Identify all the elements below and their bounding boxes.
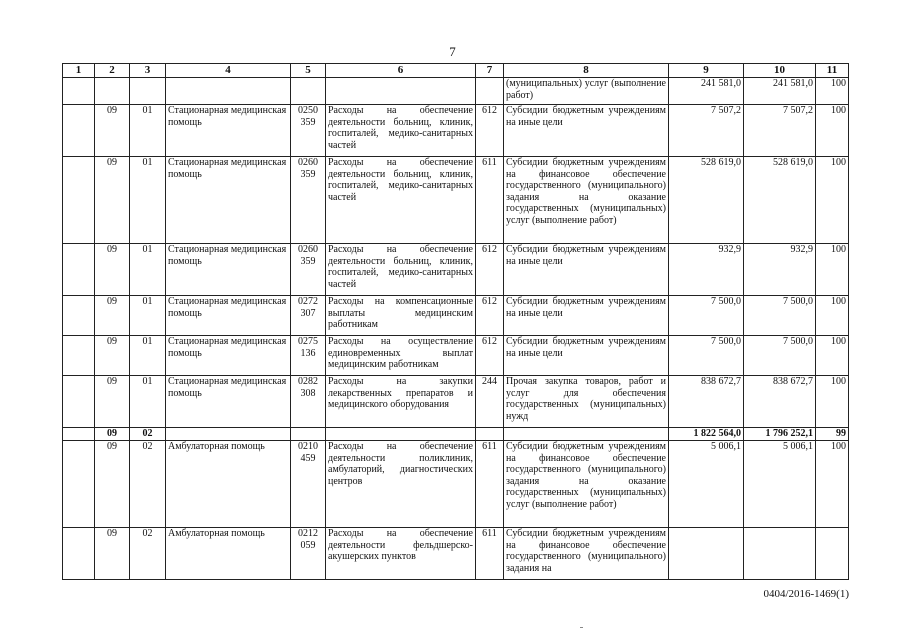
table-cell-c8: Субсидии бюджетным учреждениям на иные цели: [504, 336, 669, 376]
table-cell-c7: [476, 428, 504, 441]
table-cell-c2: 09: [95, 244, 130, 296]
table-cell-c2: 09: [95, 376, 130, 428]
table-cell-c10: 7 507,2: [744, 105, 816, 157]
table-cell-c9: 7 500,0: [669, 336, 744, 376]
table-cell-c9: 7 500,0: [669, 296, 744, 336]
column-header: 1: [63, 64, 95, 78]
table-cell-c1: [63, 78, 95, 105]
table-cell-c1: [63, 441, 95, 528]
table-cell-c5: [291, 78, 326, 105]
table-cell-c11: 100: [816, 376, 849, 428]
table-cell-c11: 100: [816, 336, 849, 376]
table-cell-c5: 0212 059: [291, 528, 326, 580]
table-cell-c6: [326, 428, 476, 441]
column-header: 10: [744, 64, 816, 78]
table-row: [63, 376, 849, 428]
table-cell-c10: [744, 528, 816, 580]
table-cell-c1: [63, 244, 95, 296]
table-cell-c5: 0250 359: [291, 105, 326, 157]
table-cell-c4: Стационарная медицинская помощь: [166, 296, 291, 336]
table-cell-c8: Прочая закупка товаров, работ и услуг для обеспечения государственных (муниципальных) нужд: [504, 376, 669, 428]
table-cell-c3: 02: [130, 528, 166, 580]
table-row: [63, 428, 849, 441]
table-cell-c1: [63, 376, 95, 428]
column-header: 9: [669, 64, 744, 78]
table-row: [63, 244, 849, 296]
table-cell-c3: 01: [130, 157, 166, 244]
table-cell-c10: 241 581,0: [744, 78, 816, 105]
table-cell-c5: 0275 136: [291, 336, 326, 376]
table-row: [63, 78, 849, 105]
table-cell-c7: 611: [476, 441, 504, 528]
table-cell-c3: 02: [130, 441, 166, 528]
table-cell-c3: 01: [130, 376, 166, 428]
table-cell-c8: Субсидии бюджетным учреждениям на иные цели: [504, 105, 669, 157]
table-cell-c2: 09: [95, 296, 130, 336]
table-cell-c11: [816, 528, 849, 580]
table-cell-c9: 1 822 564,0: [669, 428, 744, 441]
scan-mark: [580, 627, 583, 628]
table-cell-c4: Амбулаторная помощь: [166, 528, 291, 580]
table-cell-c5: [291, 428, 326, 441]
table-cell-c2: 09: [95, 528, 130, 580]
table-cell-c1: [63, 428, 95, 441]
table-cell-c8: Субсидии бюджетным учреждениям на финансовое обеспечение государственного (муниципального) задания на оказание государственных (муниципальных) услуг (выполнение работ): [504, 157, 669, 244]
table-cell-c4: Стационарная медицинская помощь: [166, 336, 291, 376]
column-header: 3: [130, 64, 166, 78]
budget-table: [62, 63, 849, 580]
column-header: 11: [816, 64, 849, 78]
table-cell-c6: Расходы на обеспечение деятельности больниц, клиник, госпиталей, медико-санитарных частей: [326, 105, 476, 157]
table-row: [63, 441, 849, 528]
table-cell-c8: Субсидии бюджетным учреждениям на иные цели: [504, 244, 669, 296]
table-cell-c8: Субсидии бюджетным учреждениям на иные цели: [504, 296, 669, 336]
table-cell-c3: 02: [130, 428, 166, 441]
table-cell-c9: 932,9: [669, 244, 744, 296]
table-cell-c4: [166, 428, 291, 441]
table-cell-c10: 932,9: [744, 244, 816, 296]
table-cell-c11: 100: [816, 78, 849, 105]
table-cell-c5: 0260 359: [291, 157, 326, 244]
table-cell-c11: 100: [816, 441, 849, 528]
table-cell-c3: [130, 78, 166, 105]
table-cell-c6: Расходы на осуществление единовременных выплат медицинским работникам: [326, 336, 476, 376]
table-row: [63, 157, 849, 244]
table-cell-c1: [63, 336, 95, 376]
table-cell-c7: 611: [476, 528, 504, 580]
table-cell-c1: [63, 105, 95, 157]
table-cell-c6: Расходы на закупки лекарственных препаратов и медицинского оборудования: [326, 376, 476, 428]
table-cell-c3: 01: [130, 296, 166, 336]
table-row: [63, 528, 849, 580]
table-cell-c4: Стационарная медицинская помощь: [166, 157, 291, 244]
table-cell-c4: Амбулаторная помощь: [166, 441, 291, 528]
table-cell-c2: 09: [95, 157, 130, 244]
table-cell-c7: 612: [476, 336, 504, 376]
table-cell-c6: Расходы на обеспечение деятельности больниц, клиник, госпиталей, медико-санитарных частей: [326, 157, 476, 244]
table-cell-c3: 01: [130, 336, 166, 376]
table-cell-c7: 611: [476, 157, 504, 244]
column-header: 5: [291, 64, 326, 78]
table-cell-c7: 612: [476, 244, 504, 296]
table-row: [63, 296, 849, 336]
table-cell-c1: [63, 157, 95, 244]
table-cell-c5: 0272 307: [291, 296, 326, 336]
table-cell-c6: [326, 78, 476, 105]
table-cell-c6: Расходы на обеспечение деятельности фельдшерско-акушерских пунктов: [326, 528, 476, 580]
table-cell-c5: 0260 359: [291, 244, 326, 296]
table-cell-c6: Расходы на обеспечение деятельности поликлиник, амбулаторий, диагностических центров: [326, 441, 476, 528]
table-cell-c8: (муниципальных) услуг (выполнение работ): [504, 78, 669, 105]
column-header: 8: [504, 64, 669, 78]
table-cell-c7: 612: [476, 296, 504, 336]
table-cell-c11: 100: [816, 296, 849, 336]
table-cell-c11: 100: [816, 244, 849, 296]
table-cell-c3: 01: [130, 105, 166, 157]
table-cell-c2: 09: [95, 428, 130, 441]
page-number: 7: [449, 44, 456, 59]
table-cell-c7: 244: [476, 376, 504, 428]
table-cell-c2: 09: [95, 105, 130, 157]
table-cell-c2: 09: [95, 441, 130, 528]
table-cell-c11: 100: [816, 105, 849, 157]
column-header: 2: [95, 64, 130, 78]
table-cell-c9: [669, 528, 744, 580]
table-cell-c1: [63, 296, 95, 336]
table-cell-c9: 7 507,2: [669, 105, 744, 157]
table-cell-c4: Стационарная медицинская помощь: [166, 376, 291, 428]
table-cell-c8: Субсидии бюджетным учреждениям на финансовое обеспечение государственного (муниципального) задания на оказание государственных (муниципальных) услуг (выполнение работ): [504, 441, 669, 528]
column-header: 7: [476, 64, 504, 78]
table-cell-c9: 241 581,0: [669, 78, 744, 105]
table-cell-c10: 7 500,0: [744, 336, 816, 376]
table-cell-c3: 01: [130, 244, 166, 296]
table-cell-c8: [504, 428, 669, 441]
table-row: [63, 336, 849, 376]
table-cell-c10: 528 619,0: [744, 157, 816, 244]
table-row: [63, 105, 849, 157]
table-cell-c9: 5 006,1: [669, 441, 744, 528]
table-cell-c1: [63, 528, 95, 580]
document-code: 0404/2016-1469(1): [763, 588, 849, 600]
table-cell-c4: [166, 78, 291, 105]
table-cell-c10: 1 796 252,1: [744, 428, 816, 441]
column-header: 4: [166, 64, 291, 78]
table-cell-c6: Расходы на обеспечение деятельности больниц, клиник, госпиталей, медико-санитарных частей: [326, 244, 476, 296]
table-cell-c10: 7 500,0: [744, 296, 816, 336]
table-cell-c8: Субсидии бюджетным учреждениям на финансовое обеспечение государственного (муниципального) задания на: [504, 528, 669, 580]
table-cell-c11: 100: [816, 157, 849, 244]
header-row: [63, 64, 849, 78]
table-cell-c11: 99: [816, 428, 849, 441]
table-cell-c2: 09: [95, 336, 130, 376]
table-cell-c5: 0210 459: [291, 441, 326, 528]
table-cell-c2: [95, 78, 130, 105]
table-cell-c4: Стационарная медицинская помощь: [166, 244, 291, 296]
table-cell-c7: [476, 78, 504, 105]
table-cell-c9: 528 619,0: [669, 157, 744, 244]
column-header: 6: [326, 64, 476, 78]
table-cell-c10: 838 672,7: [744, 376, 816, 428]
table-cell-c9: 838 672,7: [669, 376, 744, 428]
table-cell-c7: 612: [476, 105, 504, 157]
table-cell-c10: 5 006,1: [744, 441, 816, 528]
table-cell-c4: Стационарная медицинская помощь: [166, 105, 291, 157]
table-cell-c6: Расходы на компенсационные выплаты медицинским работникам: [326, 296, 476, 336]
table-cell-c5: 0282 308: [291, 376, 326, 428]
